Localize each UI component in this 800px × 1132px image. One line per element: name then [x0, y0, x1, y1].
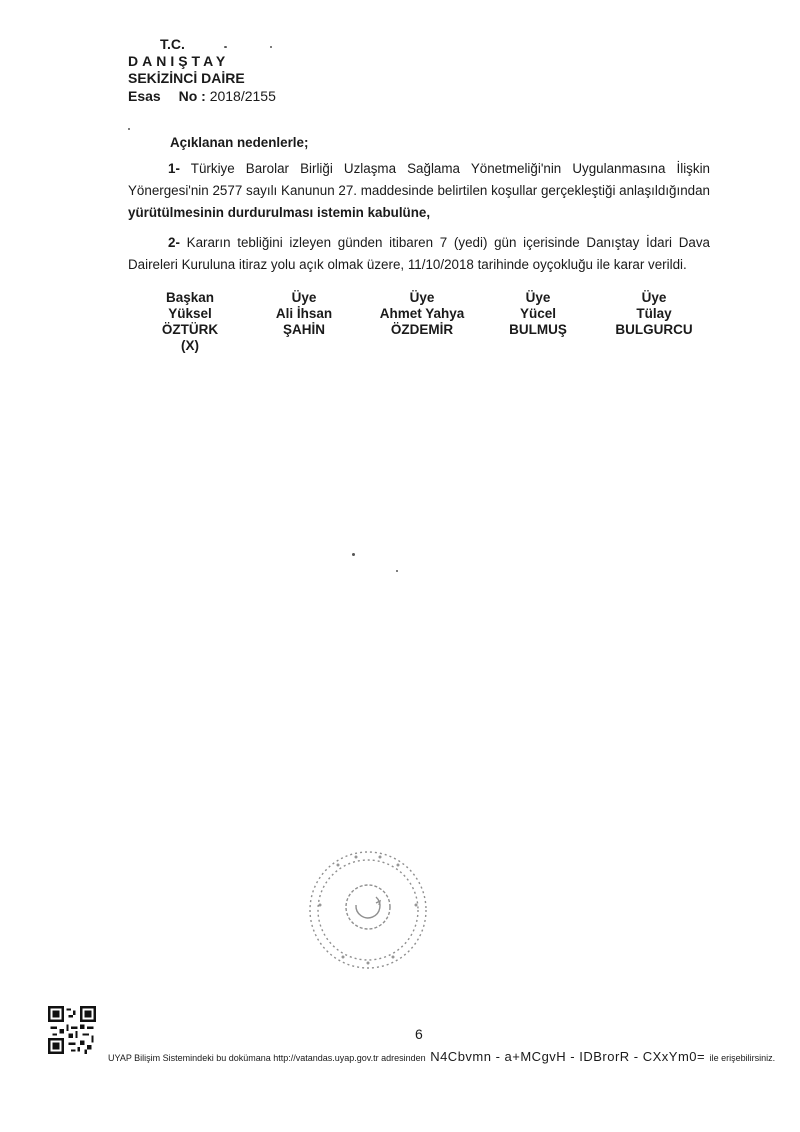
signature-block: [244, 290, 364, 338]
page-number: 6: [415, 1026, 423, 1042]
footer-verification: [108, 1049, 775, 1064]
footer-suffix: ile erişebilirsiniz.: [709, 1053, 776, 1063]
esas-label: Esas: [128, 88, 161, 104]
signature-role: Üye: [291, 290, 317, 305]
paragraph-1-number: 1-: [168, 161, 180, 176]
signature-role: Üye: [409, 290, 435, 305]
intro-text: Açıklanan nedenlerle;: [170, 135, 309, 150]
header-tc: T.C.: [160, 36, 185, 52]
signature-first-name: Yücel: [519, 306, 557, 321]
scan-speck: [224, 46, 227, 48]
official-seal-stamp: [298, 845, 438, 975]
scan-speck: [396, 570, 398, 572]
signature-role: Başkan: [165, 290, 215, 305]
scan-speck: [352, 553, 355, 556]
signature-last-name: ÖZTÜRK: [161, 322, 219, 337]
paragraph-1-text: Türkiye Barolar Birliği Uzlaşma Sağlama Yönetmeliği'nin Uygulanmasına İlişkin Yönergesi'nin 2577 sayılı Kanunun 27. maddesinde belirtilen koşullar gerçekleştiği anlaşıldığından: [128, 161, 710, 198]
signature-block: [594, 290, 714, 338]
paragraph-2: [128, 232, 710, 276]
signature-first-name: Yüksel: [168, 306, 212, 321]
signature-role: Üye: [525, 290, 551, 305]
signature-last-name: BULMUŞ: [509, 322, 567, 337]
signature-last-name: ÖZDEMİR: [390, 322, 454, 337]
header-court: DANIŞTAY: [128, 53, 230, 69]
signature-block: [362, 290, 482, 338]
scan-speck: [128, 128, 130, 130]
signature-role: Üye: [641, 290, 667, 305]
signature-first-name: Ahmet Yahya: [379, 306, 465, 321]
signature-block: [130, 290, 250, 354]
paragraph-2-text: Kararın tebliğini izleyen günden itibaren 7 (yedi) gün içerisinde Danıştay İdari Dava Daireleri Kuruluna itiraz yolu açık olmak üzere, 11/10/2018 tarihinde oyçokluğu ile karar verildi.: [128, 235, 710, 272]
signature-block: [478, 290, 598, 338]
no-label: No :: [178, 88, 206, 104]
paragraph-2-number: 2-: [168, 235, 180, 250]
header-department: SEKİZİNCİ DAİRE: [128, 70, 245, 86]
qr-code: [48, 1006, 96, 1054]
signature-last-name: ŞAHİN: [282, 322, 325, 337]
signature-first-name: Ali İhsan: [275, 306, 333, 321]
no-value: 2018/2155: [209, 88, 276, 104]
signature-note: (X): [181, 338, 199, 353]
signature-first-name: Tülay: [636, 306, 672, 321]
footer-code: N4Cbvmn - a+MCgvH - IDBrorR - CXxYm0=: [430, 1049, 706, 1064]
signature-last-name: BULGURCU: [615, 322, 693, 337]
paragraph-1-bold: yürütülmesinin durdurulması istemin kabulüne,: [128, 205, 431, 220]
scan-speck: [270, 46, 272, 48]
header-case-number: [128, 88, 276, 105]
footer-prefix: UYAP Bilişim Sistemindeki bu dokümana http://vatandas.uyap.gov.tr adresinden: [108, 1053, 426, 1063]
paragraph-1: [128, 158, 710, 224]
